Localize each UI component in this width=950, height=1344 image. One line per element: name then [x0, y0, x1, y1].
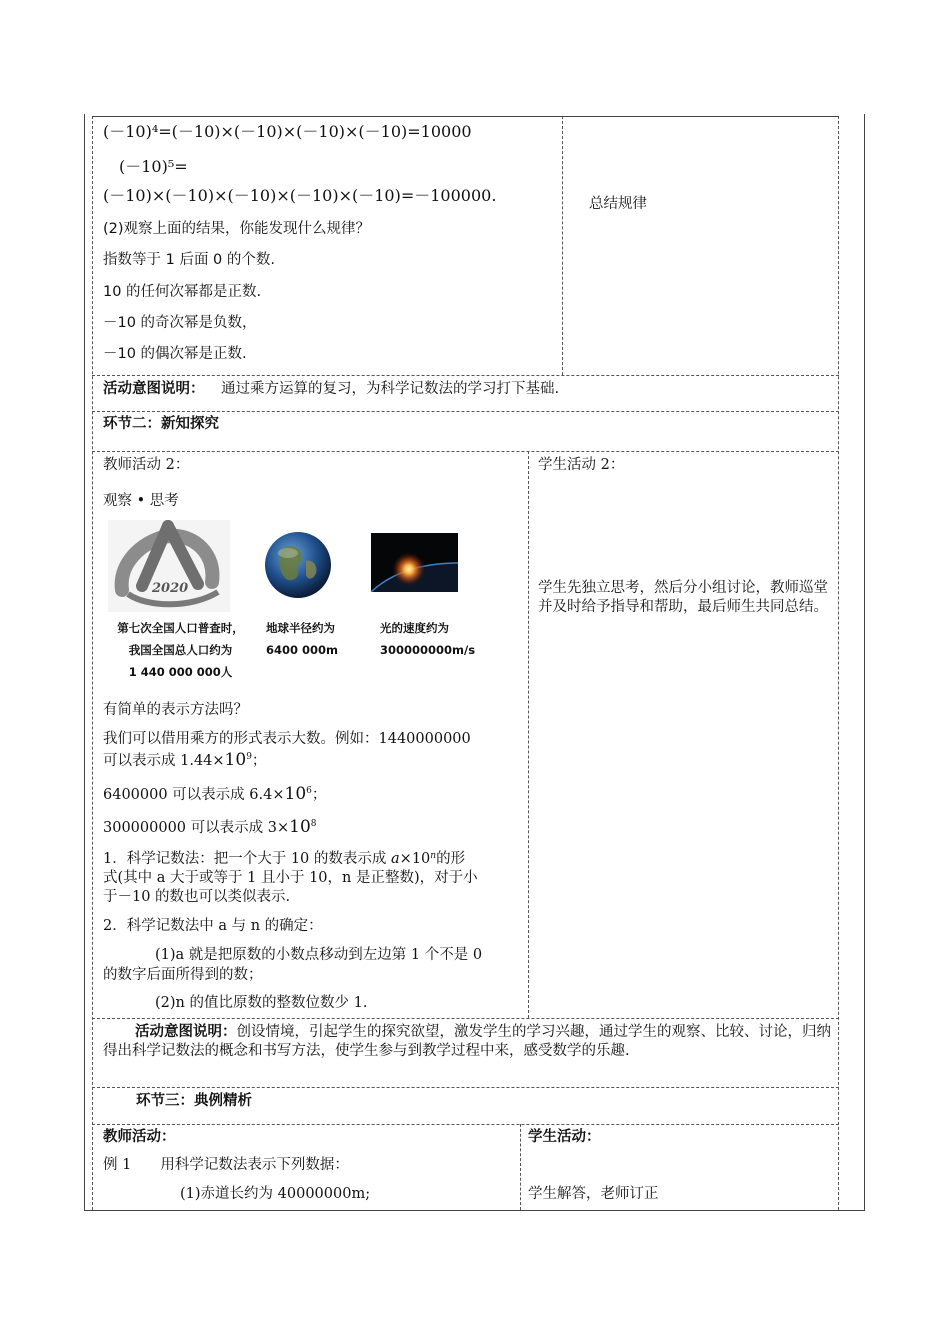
example-6400000-text: 6400000 可以表示成 6.4×: [103, 787, 285, 803]
caption-light-speed: [380, 617, 475, 661]
semicolon-1: ；: [251, 753, 267, 769]
student-activity-3-title: 学生活动：: [528, 1129, 601, 1145]
caption-light-line-1: 光的速度约为: [380, 621, 449, 635]
teacher-activity-3-title: 教师活动：: [103, 1129, 176, 1145]
rule-question: (2)观察上面的结果，你能发现什么规律？: [103, 221, 371, 237]
section-title-3: 环节三：典例精析: [136, 1093, 252, 1109]
caption-earth-line-2: 6400 000m: [266, 643, 338, 657]
determination-2: (2)n 的值比原数的整数位数少 1.: [155, 995, 368, 1011]
student-activity-2-title: 学生活动 2：: [538, 457, 625, 473]
student-activity-3-text: 学生解答，老师订正: [528, 1186, 659, 1202]
caption-census: [108, 617, 253, 683]
caption-earth-line-1: 地球半径约为: [266, 621, 335, 635]
power-base-10-c: 10: [289, 817, 311, 837]
borrow-power-line-1: 我们可以借用乘方的形式表示大数。例如：1440000000: [103, 731, 471, 747]
semicolon-2: ；: [311, 787, 327, 803]
row1-right-summary: 总结规律: [589, 196, 647, 212]
earth-image: [264, 531, 332, 599]
formula-neg10-pow5-rhs: (－10)×(－10)×(－10)×(－10)×(－10)=－100000.: [103, 186, 497, 205]
var-a: a: [391, 851, 400, 867]
determination-title: 2．科学记数法中 a 与 n 的确定：: [103, 918, 323, 934]
intent-label-2: 活动意图说明：: [135, 1024, 237, 1040]
rule-line-4: －10 的偶次幂是正数.: [103, 346, 247, 362]
teacher-activity-2-title: 教师活动 2：: [103, 457, 190, 473]
definition-line-1-end: 的形: [436, 851, 466, 867]
times-10: ×10: [399, 851, 431, 867]
simple-representation-question: 有简单的表示方法吗？: [103, 702, 248, 718]
example-1-prompt: 例 1 用科学记数法表示下列数据：: [103, 1157, 349, 1173]
intent-text-1: 通过乘方运算的复习，为科学记数法的学习打下基础.: [221, 381, 560, 397]
power-base-10-b: 10: [284, 784, 307, 804]
exponent-8: 8: [310, 819, 317, 829]
example-300000000-text: 300000000 可以表示成 3×: [103, 820, 290, 836]
caption-light-line-2: 300000000m/s: [380, 643, 476, 657]
exponent-9: 9: [246, 752, 252, 762]
caption-census-line-1: 第七次全国人口普查时，: [117, 621, 244, 635]
observe-think-label: 观察 • 思考: [103, 493, 179, 509]
intent-row-2: [103, 1023, 831, 1061]
census-logo-image: [108, 520, 230, 612]
var-n: n: [430, 851, 437, 861]
definition-line-1: [103, 850, 465, 869]
intent-text-2: 创设情境，引起学生的探究欲望，激发学生的学习兴趣，通过学生的观察、比较、讨论，归纳得出科学记数法的概念和书写方法，使学生参与到教学过程中来，感受数学的乐趣.: [103, 1024, 831, 1059]
definition-line-3: 于－10 的数也可以类似表示.: [103, 889, 291, 905]
caption-census-line-3: 1 440 000 000人: [128, 665, 233, 679]
caption-census-line-2: 我国全国总人口约为: [128, 643, 233, 657]
rule-line-3: －10 的奇次幂是负数，: [103, 315, 257, 331]
borrow-power-line-2: [103, 751, 266, 771]
rule-line-2: 10 的任何次幂都是正数.: [103, 284, 262, 300]
definition-line-2: 式(其中 a 大于或等于 1 且小于 10，n 是正整数)，对于小: [103, 870, 478, 886]
rule-line-1: 指数等于 1 后面 0 的个数.: [103, 252, 275, 268]
example-300000000: [103, 818, 317, 838]
example-6400000: [103, 785, 326, 805]
intent-label-1: 活动意图说明：: [103, 381, 205, 397]
caption-earth-radius: [266, 617, 338, 661]
student-activity-2-text: 学生先独立思考，然后分小组讨论，教师巡堂并及时给予指导和帮助，最后师生共同总结。: [538, 580, 828, 615]
svg-text:2020: 2020: [152, 581, 189, 596]
determination-1-line-2: 的数字后面所得到的数；: [103, 967, 263, 983]
example-1-item-1: (1)赤道长约为 40000000m;: [180, 1186, 371, 1202]
exponent-6: 6: [306, 786, 312, 796]
borrow-power-line-2-text: 可以表示成 1.44×: [103, 753, 225, 769]
determination-1-line-1: (1)a 就是把原数的小数点移动到左边第 1 个不是 0: [155, 947, 483, 963]
light-speed-image: [371, 533, 458, 592]
formula-neg10-pow5-lhs: (－10)⁵=: [119, 157, 188, 176]
power-base-10: 10: [224, 750, 247, 770]
section-title-2: 环节二：新知探究: [103, 416, 219, 432]
definition-line-1-text: 1．科学记数法：把一个大于 10 的数表示成: [103, 851, 392, 867]
formula-neg10-pow4: (－10)⁴=(－10)×(－10)×(－10)×(－10)=10000: [103, 122, 472, 141]
